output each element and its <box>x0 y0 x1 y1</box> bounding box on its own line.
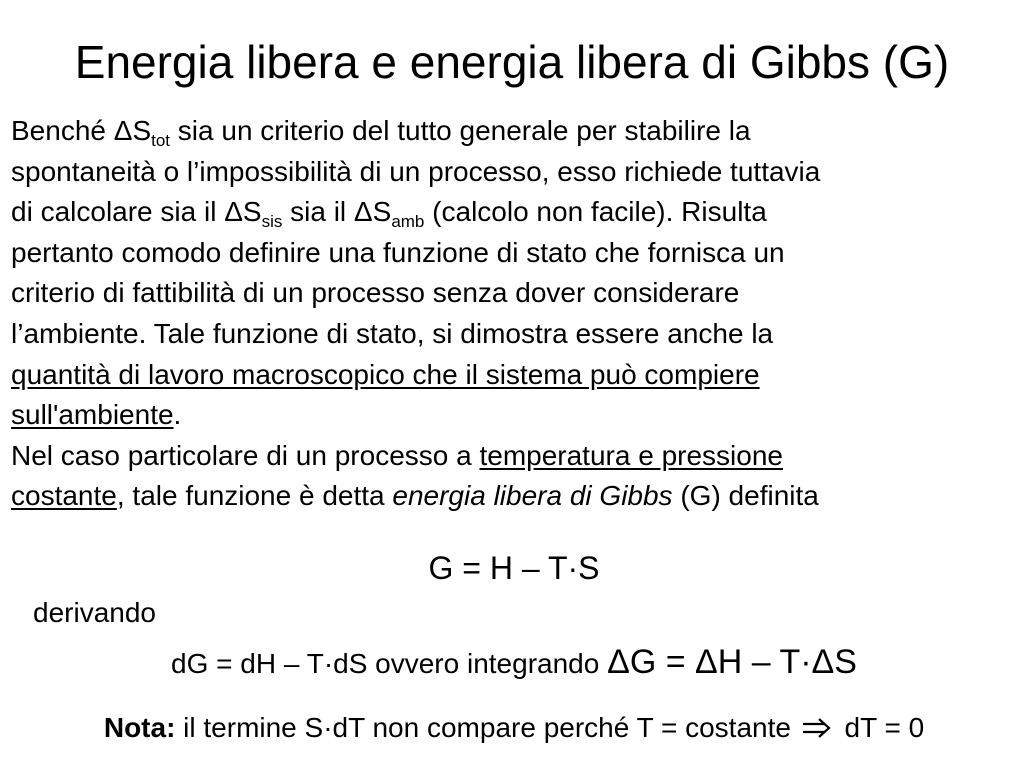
body-line-8: sull'ambiente. <box>11 399 182 431</box>
integrated-formula: ΔG = ΔH – T·ΔS <box>607 643 857 681</box>
body-line-9: Nel caso particolare di un processo a temperatura e pressione <box>11 439 783 471</box>
gibbs-derivative-formula <box>0 637 1024 689</box>
subscript-amb: amb <box>391 212 425 232</box>
note-line <box>0 706 1024 750</box>
body-line-4: pertanto comodo definire una funzione di stato che fornisca un <box>11 236 785 268</box>
derivando-label: derivando <box>33 597 156 628</box>
body-paragraph <box>11 111 1016 517</box>
underlined-phrase-temperature-pressure: temperatura e pressione <box>479 439 783 471</box>
underlined-phrase-constant: costante <box>11 480 117 512</box>
italic-gibbs-term: energia libera di Gibbs <box>392 480 673 512</box>
body-line-2: spontaneità o l’impossibilità di un processo, esso richiede tuttavia <box>11 155 821 187</box>
body-line-3: di calcolare sia il $\Delta S_{sis}$ sia il $\Delta S_{amb}$ (calcolo non facile). Risulta <box>11 196 767 232</box>
implies-arrow-icon <box>801 717 833 739</box>
body-line-10: costante, tale funzione è detta energia libera di Gibbs (G) definita <box>11 480 819 512</box>
differential-formula: dG = dH – T·dS ovvero integrando <box>171 648 608 679</box>
subscript-tot: tot <box>151 131 171 150</box>
slide-title: Energia libera e energia libera di Gibbs (G) <box>74 36 950 88</box>
underlined-phrase-work: quantità di lavoro macroscopico che il sistema può compiere <box>11 358 760 390</box>
note-text-end: dT = 0 <box>836 712 925 743</box>
body-line-1: Benché $\Delta S_{tot}$ sia un criterio del tutto generale per stabilire la <box>11 115 751 150</box>
underlined-phrase-environment: sull'ambiente <box>11 399 174 431</box>
gibbs-definition-formula: G = H – T·S <box>428 550 600 586</box>
note-label: Nota: <box>103 712 176 743</box>
body-line-7 <box>11 355 1016 396</box>
note-text: il termine S·dT non compare perché T = costante <box>175 712 799 743</box>
body-line-6: l’ambiente. Tale funzione di stato, si dimostra essere anche la <box>11 317 774 349</box>
body-line-5: criterio di fattibilità di un processo senza dover considerare <box>11 277 740 309</box>
subscript-sis: sis <box>261 212 283 232</box>
